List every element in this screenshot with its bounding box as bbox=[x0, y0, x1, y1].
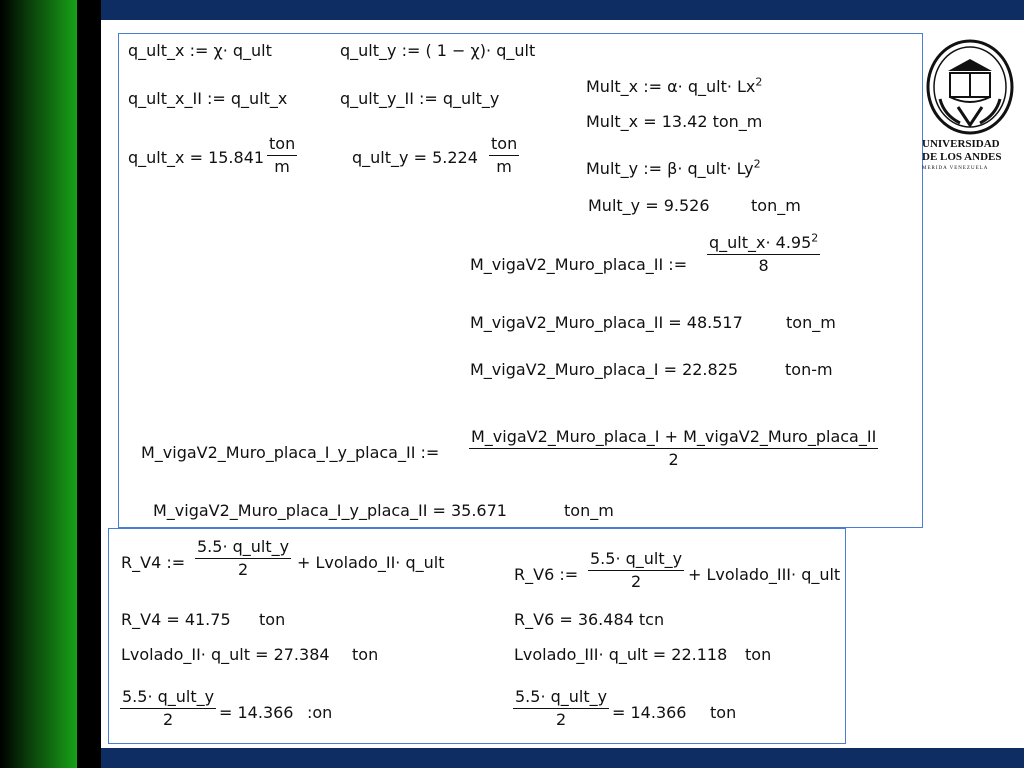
unit-numerator: ton bbox=[269, 134, 296, 153]
logo-text-line3: MERIDA VENEZUELA bbox=[922, 166, 989, 171]
eq-rv6-rest: + Lvolado_III· q_ult bbox=[688, 565, 841, 584]
eq-mult-x-def bbox=[586, 75, 763, 96]
eq-m-I-value: M_vigaV2_Muro_placa_I = 22.825 bbox=[470, 360, 739, 379]
eq-rv4-rest: + Lvolado_II· q_ult bbox=[297, 553, 445, 572]
eq-frac2-unit: ton bbox=[710, 703, 737, 722]
fraction-denominator: 2 bbox=[237, 560, 249, 579]
fraction-numerator: 5.5· q_ult_y bbox=[515, 687, 608, 706]
eq-lvolado-II-value: Lvolado_II· q_ult = 27.384 bbox=[121, 645, 330, 664]
fraction-denominator: 2 bbox=[162, 710, 174, 729]
bottom-navy-band bbox=[101, 748, 1024, 768]
mult-x-def-text: Mult_x := α· q_ult· Lx bbox=[586, 77, 756, 96]
eq-rv4-unit: ton bbox=[259, 610, 286, 629]
eq-rv4-lhs: R_V4 := bbox=[121, 553, 186, 572]
left-black-bar bbox=[77, 0, 101, 768]
eq-q-ult-x-def: q_ult_x := χ· q_ult bbox=[128, 41, 272, 60]
fraction-denominator: 2 bbox=[668, 450, 679, 469]
eq-m-II-def-lhs: M_vigaV2_Muro_placa_II := bbox=[470, 255, 688, 274]
eq-m-avg-fraction bbox=[469, 428, 878, 469]
exponent: 2 bbox=[755, 75, 763, 89]
fraction-bar bbox=[120, 708, 216, 709]
logo-text-line2: DE LOS ANDES bbox=[922, 151, 1002, 163]
eq-frac1-value: = 14.366 bbox=[219, 703, 294, 722]
eq-rv6-lhs: R_V6 := bbox=[514, 565, 579, 584]
eq-mult-y-unit: ton_m bbox=[751, 196, 801, 215]
eq-mult-y-def bbox=[586, 157, 761, 178]
fraction-numerator: 5.5· q_ult_y bbox=[197, 537, 290, 556]
unit-numerator: ton bbox=[491, 134, 518, 153]
fraction-denominator: 2 bbox=[555, 710, 567, 729]
eq-rv6-value: R_V6 = 36.484 tcn bbox=[514, 610, 665, 629]
eq-lvolado-III-unit: ton bbox=[745, 645, 772, 664]
fraction-numerator: 5.5· q_ult_y bbox=[122, 687, 215, 706]
eq-m-avg-unit: ton_m bbox=[564, 501, 614, 520]
seal-emblem-icon bbox=[920, 37, 1020, 137]
fraction-bar bbox=[489, 155, 519, 156]
unit-denominator: m bbox=[496, 157, 512, 176]
eq-m-I-unit: ton-m bbox=[785, 360, 833, 379]
eq-rv4-fraction bbox=[195, 538, 291, 579]
fraction-bar bbox=[588, 570, 684, 571]
fraction-bar bbox=[267, 155, 297, 156]
eq-mult-y-value: Mult_y = 9.526 bbox=[588, 196, 710, 215]
unit-denominator: m bbox=[274, 157, 290, 176]
eq-q-ult-y-II: q_ult_y_II := q_ult_y bbox=[340, 89, 500, 108]
calculation-panel-moments bbox=[118, 33, 923, 528]
eq-frac2-value: = 14.366 bbox=[612, 703, 687, 722]
unit-ton-per-m-x bbox=[267, 135, 297, 176]
fraction-numerator: 5.5· q_ult_y bbox=[590, 549, 683, 568]
eq-rv6-fraction bbox=[588, 550, 684, 591]
fraction-numerator bbox=[707, 231, 820, 252]
exponent: 2 bbox=[811, 231, 819, 245]
fraction-bar bbox=[513, 708, 609, 709]
eq-rv4-value: R_V4 = 41.75 bbox=[121, 610, 231, 629]
eq-m-II-value: M_vigaV2_Muro_placa_II = 48.517 bbox=[470, 313, 743, 332]
eq-m-II-unit: ton_m bbox=[786, 313, 836, 332]
mult-y-def-text: Mult_y := β· q_ult· Ly bbox=[586, 159, 754, 178]
eq-m-II-def-fraction bbox=[707, 231, 820, 275]
top-navy-band bbox=[101, 0, 1024, 20]
numerator-text: q_ult_x· 4.95 bbox=[709, 233, 812, 252]
fraction-bar bbox=[707, 254, 820, 255]
eq-m-avg-value: M_vigaV2_Muro_placa_I_y_placa_II = 35.671 bbox=[153, 501, 507, 520]
fraction-denominator: 2 bbox=[630, 572, 642, 591]
eq-q-ult-y-value: q_ult_y = 5.224 bbox=[352, 148, 478, 167]
fraction-numerator: M_vigaV2_Muro_placa_I + M_vigaV2_Muro_placa_II bbox=[471, 427, 877, 446]
eq-q-ult-x-value: q_ult_x = 15.841 bbox=[128, 148, 265, 167]
eq-frac1-unit: :on bbox=[307, 703, 333, 722]
eq-frac1 bbox=[120, 688, 216, 729]
eq-frac2 bbox=[513, 688, 609, 729]
fraction-bar bbox=[195, 558, 291, 559]
eq-q-ult-x-II: q_ult_x_II := q_ult_x bbox=[128, 89, 288, 108]
eq-lvolado-II-unit: ton bbox=[352, 645, 379, 664]
calculation-panel-reactions bbox=[108, 528, 846, 744]
eq-lvolado-III-value: Lvolado_III· q_ult = 22.118 bbox=[514, 645, 728, 664]
left-decorative-gradient bbox=[0, 0, 77, 768]
eq-mult-x-value: Mult_x = 13.42 ton_m bbox=[586, 112, 763, 131]
eq-q-ult-y-def: q_ult_y := ( 1 − χ)· q_ult bbox=[340, 41, 536, 60]
eq-m-avg-lhs: M_vigaV2_Muro_placa_I_y_placa_II := bbox=[141, 443, 440, 462]
unit-ton-per-m-y bbox=[489, 135, 519, 176]
fraction-denominator: 8 bbox=[758, 256, 769, 275]
fraction-bar bbox=[469, 448, 878, 449]
exponent: 2 bbox=[753, 157, 761, 171]
logo-text-line1: UNIVERSIDAD bbox=[922, 138, 1000, 150]
